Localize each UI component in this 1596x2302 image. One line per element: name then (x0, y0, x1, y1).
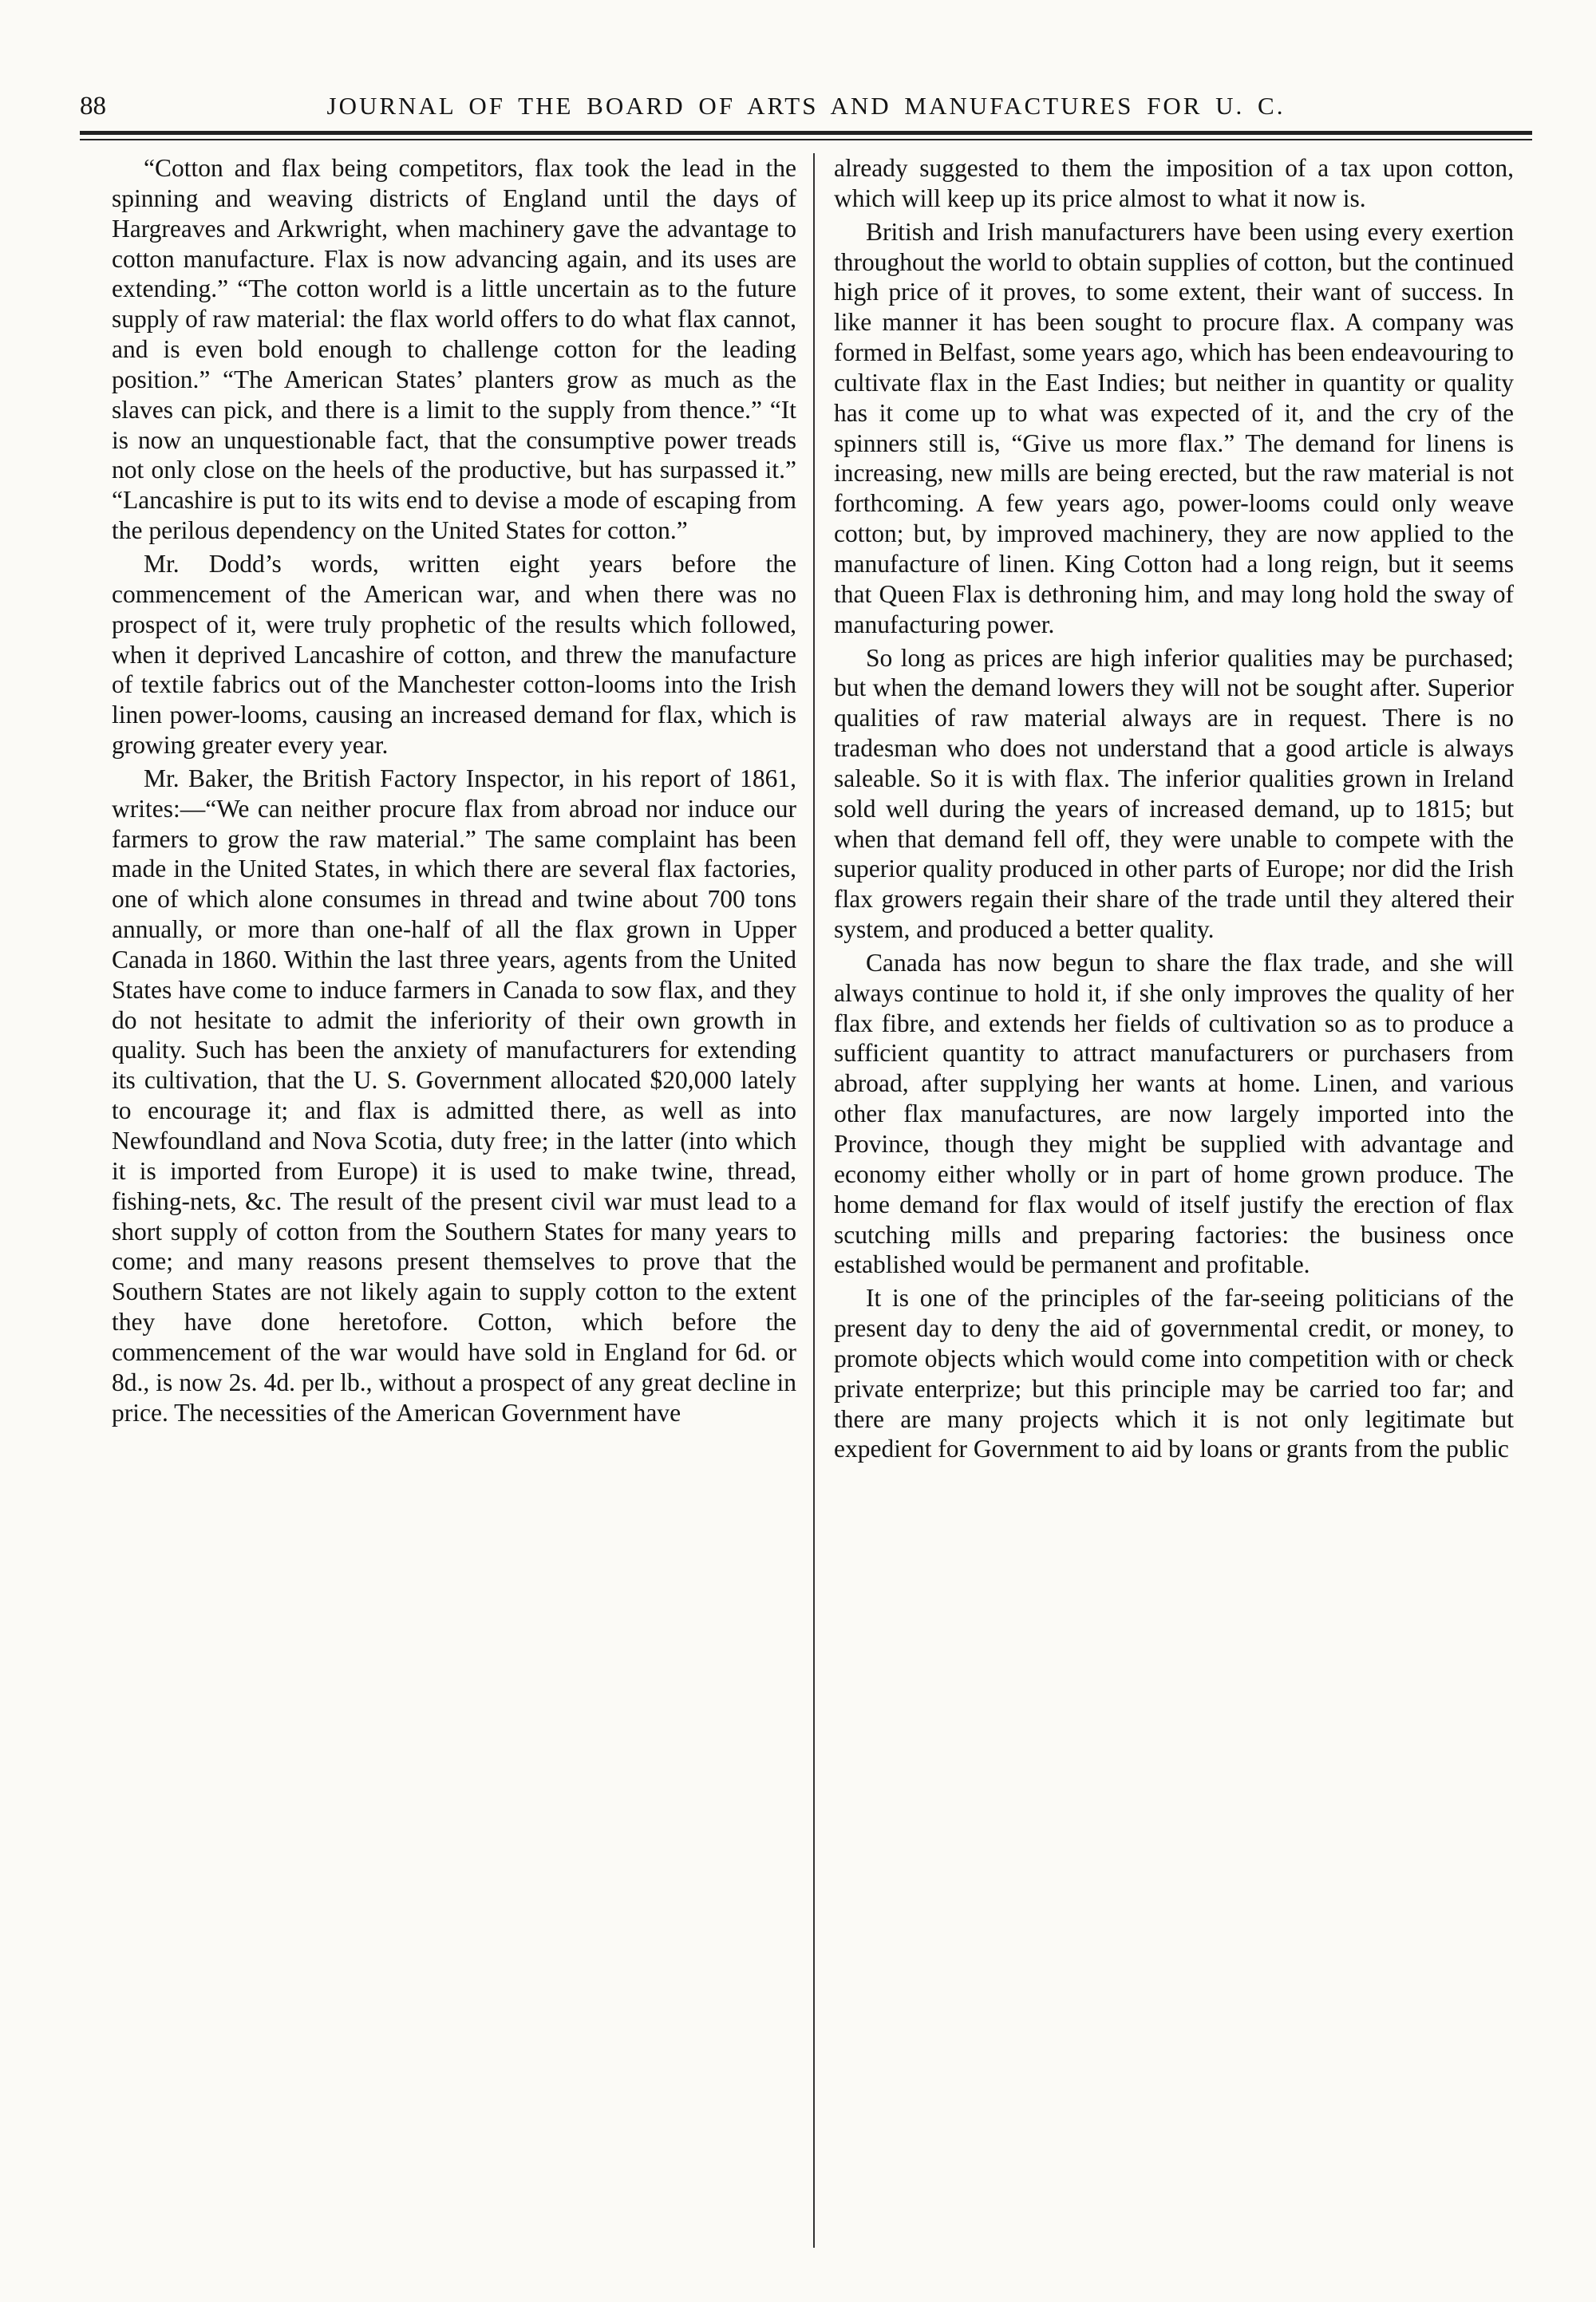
right-column (834, 153, 1514, 2252)
header-rule-thin (80, 139, 1532, 140)
paragraph-british-irish-manufacturers: British and Irish manufacturers have been using every exertion throughout the world to obtain supplies of cotton, but the continued high price of it proves, to some extent, their want of success. In like manner it has been sought to procure flax. A company was formed in Belfast, some years ago, which has been endeavouring to cultivate flax in the East Indies; but neither in quantity or quality has it come up to what was expected of it, and the cry of the spinners still is, “Give us more flax.” The demand for linens is increasing, new mills are being erected, but the raw material is not forthcoming. A few years ago, power-looms could only weave cotton; but, by improved machinery, they are now applied to the manufacture of linen. King Cotton had a long reign, but it seems that Queen Flax is dethroning him, and may long hold the sway of manufacturing power. (834, 217, 1514, 638)
paragraph-mr-baker: Mr. Baker, the British Factory Inspector, in his report of 1861, writes:—“We can neither procure flax from abroad nor induce our farmers to grow the raw material.” The same complaint has been made in the United States, in which there are several flax factories, one of which alone consumes in thread and twine about 700 tons annually, or more than one-half of all the flax grown in Upper Canada in 1860. Within the last three years, agents from the United States have come to induce farmers in Canada to sow flax, and they do not hesitate to admit the inferiority of their own growth in quality. Such has been the anxiety of manufacturers for extending its cultivation, that the U. S. Government allocated $20,000 lately to encourage it; and flax is admitted there, as well as into Newfoundland and Nova Scotia, duty free; in the latter (into which it is imported from Europe) it is used to make twine, thread, fishing-nets, &c. The result of the present civil war must lead to a short supply of cotton from the Southern States for many years to come; and many reasons present themselves to prove that the Southern States are not likely again to supply cotton to the extent they have done heretofore. Cotton, which before the commencement of the war would have sold in England for 6d. or 8d., is now 2s. 4d. per lb., without a prospect of any great decline in price. The necessities of the American Government have (112, 764, 796, 1427)
paragraph-cotton-flax-quotes: “Cotton and flax being competitors, flax took the lead in the spinning and weaving districts of England until the days of Hargreaves and Arkwright, when machinery gave the advantage to cotton manufacture. Flax is now advancing again, and its uses are extending.” “The cotton world is a little uncertain as to the future supply of raw material: the flax world offers to do what flax cannot, and is even bold enough to challenge cotton for the leading position.” “The American States’ planters grow as much as the slaves can pick, and there is a limit to the supply from thence.” “It is now an unquestionable fact, that the consumptive power treads not only close on the heels of the productive, but has surpassed it.” “Lancashire is put to its wits end to devise a mode of escaping from the perilous dependency on the United States for cotton.” (112, 154, 796, 545)
paragraph-continued-tax: already suggested to them the imposition of a tax upon cotton, which will keep up its price almost to what it now is. (834, 154, 1514, 212)
page-number: 88 (80, 92, 106, 120)
left-column (112, 153, 796, 2252)
paragraph-prices-qualities: So long as prices are high inferior qualities may be purchased; but when the demand lowers they will not be sought after. Superior qualities of raw material always are in request. There is no tradesman who does not understand that a good article is always saleable. So it is with flax. The inferior qualities grown in Ireland sold well during the years of increased demand, up to 1815; but when that demand fell off, they were unable to compete with the superior quality produced in other parts of Europe; nor did the Irish flax growers regain their share of the trade until they altered their system, and produced a better quality. (834, 643, 1514, 944)
header-rule-thick (80, 131, 1532, 135)
column-divider (813, 153, 815, 2248)
paragraph-canada-flax-trade: Canada has now begun to share the flax trade, and she will always continue to hold it, if she only improves the quality of her flax fibre, and extends her fields of cultivation so as to produce a sufficient quantity to attract manufacturers or purchasers from abroad, after supplying her wants at home. Linen, and various other flax manufactures, are now largely imported into the Province, though they might be supplied with advantage and economy either wholly or in part of home grown produce. The home demand for flax would of itself justify the erection of flax scutching mills and preparing factories: the business once established would be permanent and profitable. (834, 948, 1514, 1279)
paragraph-government-aid: It is one of the principles of the far-seeing politicians of the present day to deny the aid of governmental credit, or money, to promote objects which would come into competition with or check private enterprize; but this principle may be carried too far; and there are many projects which it is not only legitimate but expedient for Government to aid by loans or grants from the public (834, 1284, 1514, 1463)
page-header (80, 86, 1532, 126)
running-title: JOURNAL OF THE BOARD OF ARTS AND MANUFACTURES FOR U. C. (326, 92, 1286, 120)
paragraph-mr-dodd: Mr. Dodd’s words, written eight years before the commencement of the American war, and when there was no prospect of it, were truly prophetic of the results which followed, when it deprived Lancashire of cotton, and threw the manufacture of textile fabrics out of the Manchester cotton-looms into the Irish linen power-looms, causing an increased demand for flax, which is growing greater every year. (112, 549, 796, 760)
